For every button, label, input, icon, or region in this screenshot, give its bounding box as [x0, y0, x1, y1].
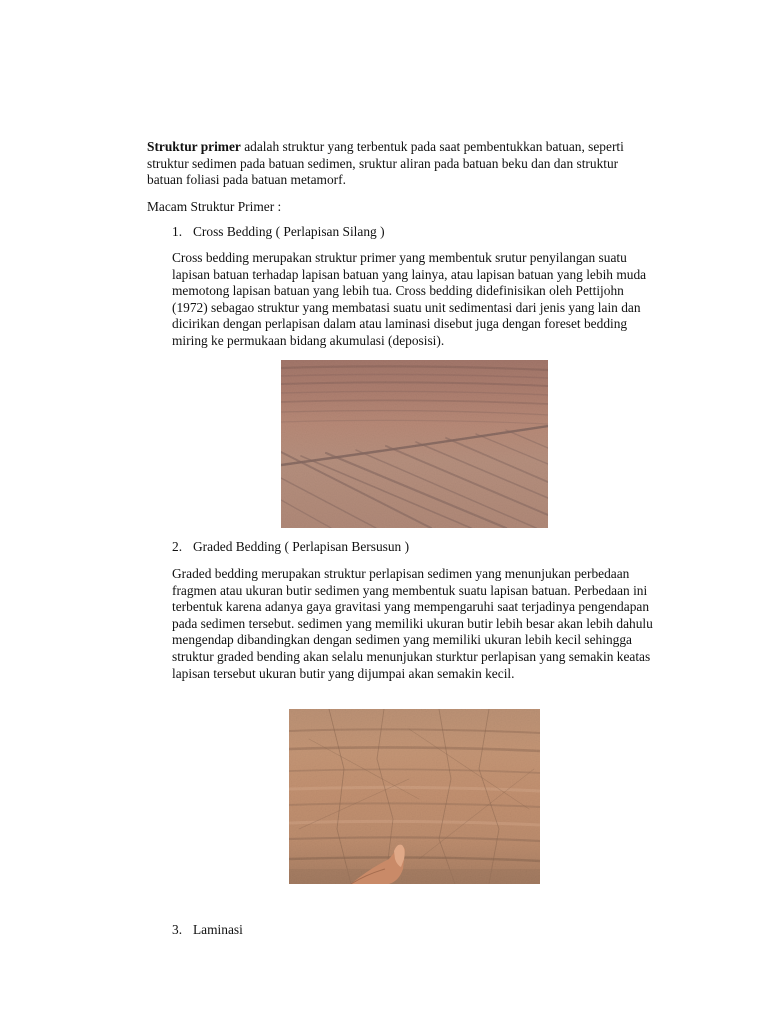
item-3-title: Laminasi [193, 922, 243, 937]
item-2-paragraph: Graded bedding merupakan struktur perlapisan sedimen yang menunjukan perbedaan fragmen atau ukuran butir sedimen yang membentuk suatu lapisan batuan. Perbedaan ini terbentuk karena adanya gaya gravitasi yang mempengaruhi saat terjadinya pengendapan pada sedimen tersebut. sedimen yang memiliki ukuran butir lebih besar akan lebih dahulu mengendap dibandingkan dengan sedimen yang memiliki ukuran lebih kecil sehingga struktur graded bending akan selalu menunjukan sturktur perlapisan yang semakin keatas lapisan tersebut ukuran butir yang dijumpai akan semakin kecil. [172, 566, 653, 681]
macam-heading: Macam Struktur Primer : [147, 199, 282, 214]
item-1-paragraph: Cross bedding merupakan struktur primer yang membentuk srutur penyilangan suatu lapisan batuan terhadap lapisan batuan yang lainya, atau lapisan batuan yang lebih muda memotong lapisan batuan yang lebih tua. Cross bedding didefinisikan oleh Pettijohn (1972) sebagao struktur yang membatasi suatu unit sedimentasi dari jenis yang lain dan dicirikan dengan perlapisan dalam atau laminasi disebut juga dengan foreset bedding miring ke permukaan bidang akumulasi (deposisi). [172, 250, 647, 348]
item-3-heading [172, 922, 243, 939]
item-1-title: Cross Bedding ( Perlapisan Silang ) [193, 224, 385, 239]
item-3-number: 3. [172, 922, 183, 937]
item-2-number: 2. [172, 539, 183, 554]
graded-bedding-photo [289, 709, 540, 884]
item-2-title: Graded Bedding ( Perlapisan Bersusun ) [193, 539, 410, 554]
item-2-heading [172, 539, 409, 556]
intro-text: adalah struktur yang terbentuk pada saat pembentukkan batuan, seperti struktur sedimen pada batuan sedimen, sruktur aliran pada batuan beku dan dan struktur batuan foliasi pada batuan metamorf. [147, 139, 624, 188]
item-1-heading [172, 224, 385, 241]
intro-paragraph [147, 139, 647, 189]
cross-bedding-photo [281, 360, 548, 528]
intro-bold-term: Struktur primer [147, 139, 241, 154]
item-1-number: 1. [172, 224, 183, 239]
